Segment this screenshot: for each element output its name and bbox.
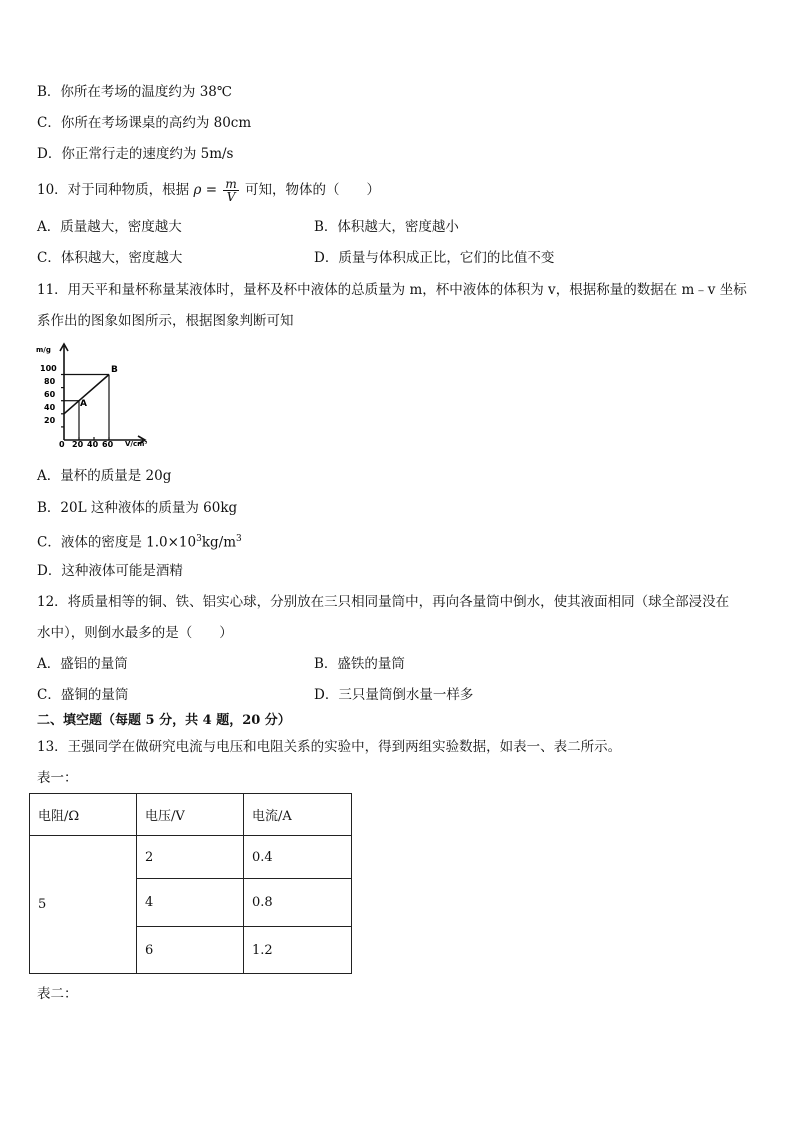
cell-current: 1.2	[244, 927, 352, 974]
q10-option-d: D．质量与体积成正比，它们的比值不变	[314, 250, 555, 266]
cell-current: 0.4	[244, 836, 352, 879]
y-tick-100: 100	[40, 364, 57, 373]
table-header-row	[30, 794, 352, 836]
q10-fraction-numerator: m	[225, 177, 237, 191]
x-tick-20: 20	[72, 440, 84, 449]
q11-option-b: B．20L 这种液体的质量为 60kg	[37, 500, 238, 516]
table-row	[30, 836, 352, 879]
q9-option-b: B．你所在考场的温度约为 38℃	[37, 84, 232, 100]
table-1	[29, 793, 352, 974]
table-2-label: 表二：	[37, 986, 78, 1002]
q10-option-b: B．体积越大，密度越小	[314, 219, 459, 235]
x-tick-40: 40	[87, 440, 99, 449]
q10-fraction-denominator: V	[226, 190, 236, 204]
q10-rho-symbol: ρ	[193, 182, 202, 198]
q11-stem-line2: 系作出的图象如图所示，根据图象判断可知	[37, 313, 294, 329]
q12-option-b: B．盛铁的量筒	[314, 656, 405, 672]
q10-option-c: C．体积越大，密度越大	[37, 250, 183, 266]
q9-option-c: C．你所在考场课桌的高约为 80cm	[37, 115, 252, 131]
header-resistance: 电阻/Ω	[30, 794, 137, 836]
q9-option-d: D．你正常行走的速度约为 5m/s	[37, 146, 234, 162]
cell-current: 0.8	[244, 879, 352, 927]
x-tick-0: 0	[59, 440, 65, 449]
q11-option-c-exponent: 3	[196, 534, 202, 544]
q12-stem-line2: 水中），则倒水最多的是（ ）	[37, 625, 233, 641]
cell-voltage: 4	[137, 879, 244, 927]
cell-voltage: 2	[137, 836, 244, 879]
q13-stem: 13．王强同学在做研究电流与电压和电阻关系的实验中，得到两组实验数据，如表一、表二所示。	[37, 739, 622, 755]
q10-stem-pre: 10．对于同种物质，根据	[37, 182, 190, 198]
y-tick-40: 40	[44, 403, 56, 412]
q11-option-a: A．量杯的质量是 20g	[37, 468, 172, 484]
cell-resistance: 5	[30, 836, 137, 974]
table-1-label: 表一：	[37, 770, 78, 786]
q11-stem-line1: 11．用天平和量杯称量某液体时，量杯及杯中液体的总质量为 m，杯中液体的体积为 v，根据称量的数据在 m﹣v 坐标	[37, 282, 747, 298]
point-a-label: A	[80, 399, 87, 409]
q11-option-c	[37, 530, 242, 552]
header-current: 电流/A	[244, 794, 352, 836]
y-tick-60: 60	[44, 390, 56, 399]
q10-stem-post: 可知，物体的（ ）	[245, 182, 381, 198]
q11-option-c-unit-exponent: 3	[236, 534, 242, 544]
q10-option-a: A．质量越大，密度越大	[37, 219, 182, 235]
section-2-title: 二、填空题（每题 5 分，共 4 题，20 分）	[37, 713, 291, 728]
q12-option-a: A．盛铝的量筒	[37, 656, 128, 672]
point-b-label: B	[111, 365, 118, 375]
q11-option-c-text: C．液体的密度是 1.0×10	[37, 534, 197, 551]
y-axis-label: m/g	[36, 346, 51, 354]
q12-stem-line1: 12．将质量相等的铜、铁、铝实心球，分别放在三只相同量筒中，再向各量筒中倒水，使其液面相同（球全部浸没在	[37, 594, 730, 610]
q12-option-d: D．三只量筒倒水量一样多	[314, 687, 474, 703]
q11-option-c-unit: kg/m	[201, 534, 236, 551]
q10-stem	[37, 178, 380, 203]
cell-voltage: 6	[137, 927, 244, 974]
q11-option-d: D．这种液体可能是酒精	[37, 563, 183, 579]
y-tick-80: 80	[44, 377, 56, 386]
mass-volume-graph	[35, 340, 160, 452]
x-axis-label: V/cm³	[125, 440, 148, 448]
q12-option-c: C．盛铜的量筒	[37, 687, 129, 703]
x-tick-60: 60	[102, 440, 114, 449]
q10-equals: =	[205, 182, 218, 198]
y-tick-20: 20	[44, 416, 56, 425]
header-voltage: 电压/V	[137, 794, 244, 836]
q10-fraction	[223, 178, 238, 203]
